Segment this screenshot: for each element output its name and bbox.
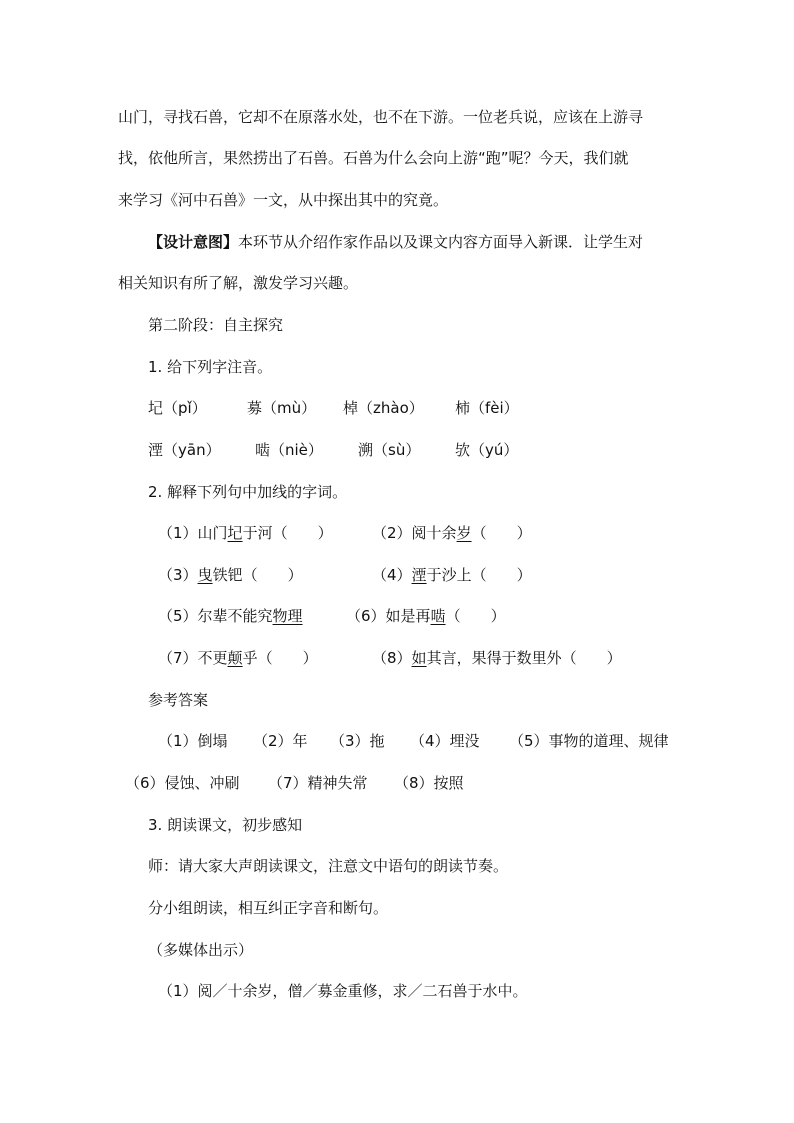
underlined-word: 曳 bbox=[197, 566, 213, 584]
underlined-word: 颠 bbox=[227, 649, 243, 667]
answer-4: （4）埋没 bbox=[410, 732, 480, 750]
design-intent-line-1 bbox=[148, 232, 643, 252]
answer-7: （7）精神失常 bbox=[268, 774, 368, 792]
q2-item-3: （3）曳铁钯（ ） bbox=[158, 566, 303, 584]
intro-line-1: 山门，寻找石兽，它却不在原落水处，也不在下游。一位老兵说，应该在上游寻 bbox=[118, 108, 644, 126]
q1-pinyin-3: 棹（zhào） bbox=[343, 399, 424, 417]
answer-8: （8）按照 bbox=[394, 774, 464, 792]
answer-6: （6）侵蚀、冲刷 bbox=[125, 774, 240, 792]
q3-example-1: （1）阅／十余岁，僧／募金重修，求／二石兽于水中。 bbox=[158, 982, 528, 1000]
q3-teacher: 师：请大家大声朗读课文，注意文中语句的朗读节奏。 bbox=[148, 857, 509, 875]
q1-pinyin-7: 溯（sù） bbox=[358, 441, 421, 459]
q2-item-5: （5）尔辈不能究物理 bbox=[158, 607, 303, 625]
intro-line-2: 找，依他所言，果然捞出了石兽。石兽为什么会向上游“跑”呢？今天，我们就 bbox=[118, 149, 629, 167]
design-intent-text-1: 本环节从介绍作家作品以及课文内容方面导入新课．让学生对 bbox=[238, 233, 644, 251]
answers-title: 参考答案 bbox=[148, 691, 209, 709]
q2-item-7: （7）不更颠乎（ ） bbox=[158, 649, 318, 667]
stage2-title: 第二阶段：自主探究 bbox=[148, 316, 284, 334]
intro-line-3: 来学习《河中石兽》一文，从中探出其中的究竟。 bbox=[118, 191, 449, 209]
underlined-word: 物理 bbox=[272, 607, 303, 625]
q1-title: 1. 给下列字注音。 bbox=[148, 358, 273, 376]
q1-pinyin-6: 啮（niè） bbox=[255, 441, 323, 459]
design-intent-label: 【设计意图】 bbox=[148, 233, 239, 251]
answer-5: （5）事物的道理、规律 bbox=[509, 732, 669, 750]
underlined-word: 如 bbox=[411, 649, 427, 667]
answer-3: （3）拖 bbox=[330, 732, 385, 750]
q2-title: 2. 解释下列句中加线的字词。 bbox=[148, 483, 348, 501]
answer-1: （1）倒塌 bbox=[158, 732, 228, 750]
q2-item-8: （8）如其言，果得于数里外（ ） bbox=[372, 649, 622, 667]
q3-title: 3. 朗读课文，初步感知 bbox=[148, 816, 303, 834]
design-intent-line-2: 相关知识有所了解，激发学习兴趣。 bbox=[118, 274, 359, 292]
underlined-word: 圮 bbox=[227, 524, 243, 542]
q1-pinyin-1: 圮（pǐ） bbox=[148, 399, 207, 417]
q2-item-1: （1）山门圮于河（ ） bbox=[158, 524, 333, 542]
answer-2: （2）年 bbox=[253, 732, 308, 750]
q1-pinyin-2: 募（mù） bbox=[247, 399, 317, 417]
underlined-word: 湮 bbox=[411, 566, 427, 584]
underlined-word: 啮 bbox=[430, 607, 446, 625]
underlined-word: 岁 bbox=[456, 524, 472, 542]
q1-pinyin-4: 柿（fèi） bbox=[455, 399, 519, 417]
q2-item-4: （4）湮于沙上（ ） bbox=[372, 566, 532, 584]
q3-group: 分小组朗读，相互纠正字音和断句。 bbox=[148, 899, 389, 917]
q1-pinyin-8: 欤（yú） bbox=[455, 441, 519, 459]
q2-item-2: （2）阅十余岁（ ） bbox=[372, 524, 532, 542]
q2-item-6: （6）如是再啮（ ） bbox=[346, 607, 506, 625]
q3-multimedia: （多媒体出示） bbox=[148, 941, 254, 959]
q1-pinyin-5: 湮（yān） bbox=[148, 441, 221, 459]
